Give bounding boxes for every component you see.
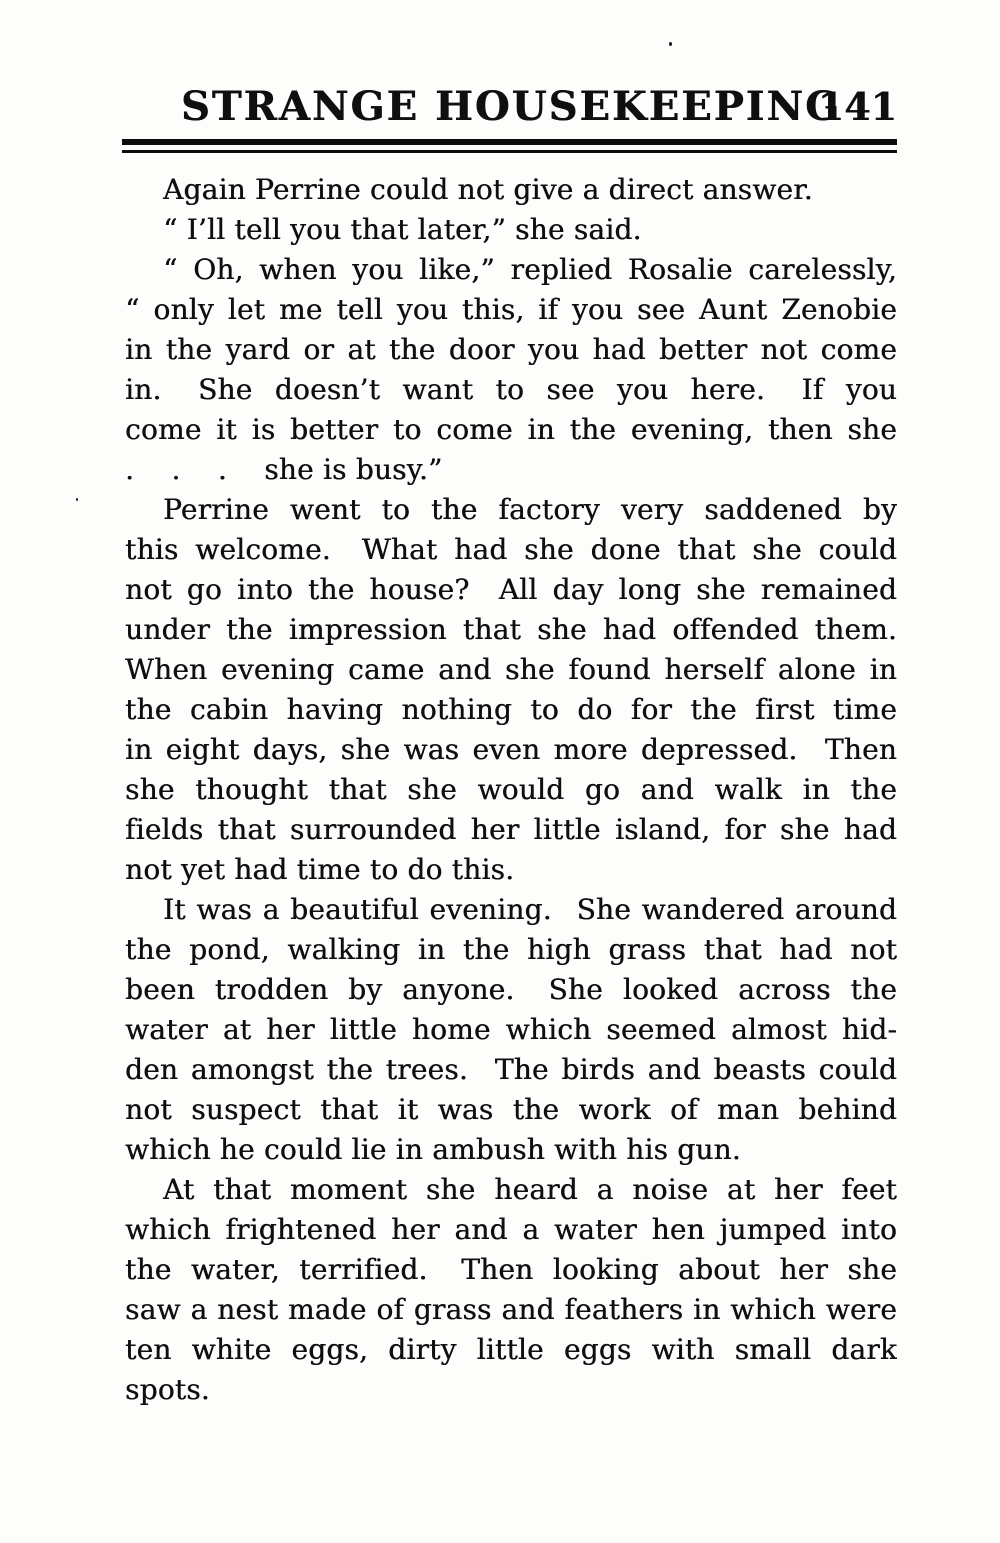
text-line: not go into the house? All day long she remained: [125, 573, 897, 606]
text-line: saw a nest made of grass and feathers in which were: [125, 1293, 897, 1326]
text-line: been trodden by anyone. She looked across the: [125, 973, 897, 1006]
text-line: fields that surrounded her little island, for she had: [125, 813, 897, 846]
text-line: in eight days, she was even more depressed. Then: [125, 733, 897, 766]
running-header: [125, 84, 897, 130]
text-line: Again Perrine could not give a direct answer.: [163, 173, 813, 206]
text-line: in. She doesn’t want to see you here. If you: [125, 373, 897, 406]
text-line: under the impression that she had offended them.: [125, 613, 897, 646]
text-line: “ Oh, when you like,” replied Rosalie carelessly,: [163, 253, 897, 286]
text-line: At that moment she heard a noise at her feet: [163, 1173, 897, 1206]
text-line: It was a beautiful evening. She wandered around: [163, 893, 897, 926]
page-number: 141: [817, 84, 897, 129]
text-line: not yet had time to do this.: [125, 853, 515, 886]
text-line: den amongst the trees. The birds and beasts could: [125, 1053, 897, 1086]
text-line: Perrine went to the factory very saddened by: [163, 493, 897, 526]
text-line: which he could lie in ambush with his gun.: [125, 1133, 741, 1166]
text-line: . . . she is busy.”: [125, 453, 443, 486]
paragraph: [125, 1170, 897, 1410]
text-line: the water, terrified. Then looking about her she: [125, 1253, 897, 1286]
paragraph: [125, 490, 897, 890]
text-line: she thought that she would go and walk in the: [125, 773, 897, 806]
text-line: which frightened her and a water hen jumped into: [125, 1213, 897, 1246]
text-line: ten white eggs, dirty little eggs with small dark: [125, 1333, 897, 1366]
text-line: the cabin having nothing to do for the first time: [125, 693, 897, 726]
running-header-title: STRANGE HOUSEKEEPING: [180, 83, 842, 130]
text-line: spots.: [125, 1373, 210, 1406]
scan-speck: [76, 498, 78, 501]
text-line: “ only let me tell you this, if you see Aunt Zenobie: [125, 293, 897, 326]
text-line: water at her little home which seemed almost hid-: [125, 1013, 897, 1046]
paragraph: [125, 250, 897, 490]
text-line: come it is better to come in the evening, then she: [125, 413, 897, 446]
paragraph: [125, 170, 897, 210]
text-line: When evening came and she found herself alone in: [125, 653, 897, 686]
header-double-rule: [122, 139, 897, 153]
paragraph: [125, 210, 897, 250]
body-text: [125, 170, 897, 1410]
text-line: not suspect that it was the work of man behind: [125, 1093, 897, 1126]
text-line: “ I’ll tell you that later,” she said.: [163, 213, 642, 246]
scan-speck: [669, 42, 672, 46]
text-line: in the yard or at the door you had better not come: [125, 333, 897, 366]
paragraph: [125, 890, 897, 1170]
text-line: the pond, walking in the high grass that had not: [125, 933, 897, 966]
text-line: this welcome. What had she done that she could: [125, 533, 897, 566]
